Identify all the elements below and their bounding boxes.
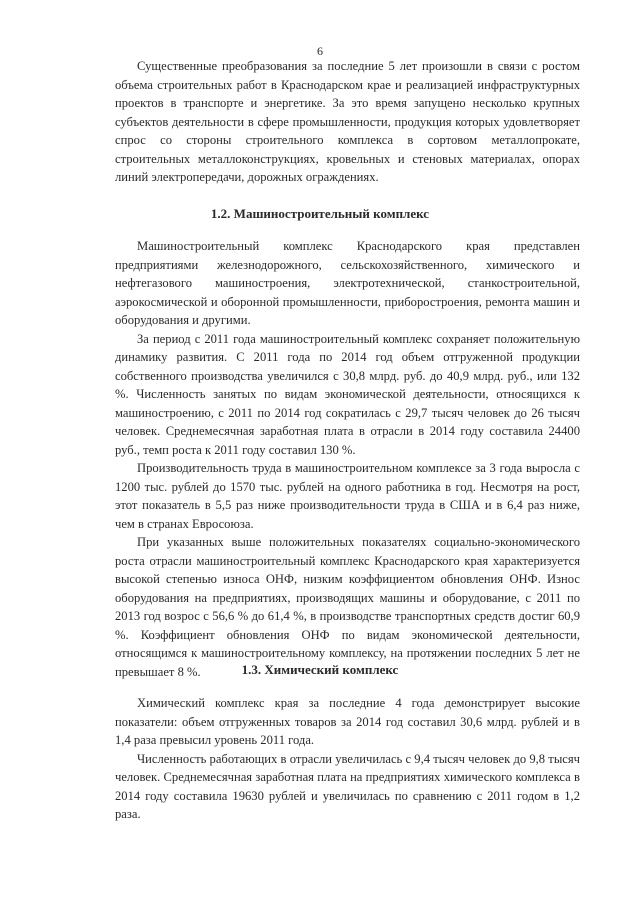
section-1-2-body	[115, 237, 580, 681]
section-1-3-body	[115, 694, 580, 824]
paragraph: Существенные преобразования за последние 5 лет произошли в связи с ростом объема строительных работ в Краснодарском крае и реализацией инфраструктурных проектов в транспорте и энергетике. За это время запущено несколько крупных субъектов деятельности в сфере промышленности, продукция которых удовлетворяет спрос со стороны строительного комплекса в сортовом металлопрокате, строительных металлоконструкциях, кровельных и стеновых материалах, опорах линий электропередачи, дорожных ограждениях.	[115, 59, 580, 184]
paragraph: При указанных выше положительных показателях социально-экономического роста отрасли машиностроительный комплекс Краснодарского края характеризуется высокой степенью износа ОНФ, низким коэффициентом обновления ОНФ. Износ оборудования на предприятиях, производящих машины и оборудование, с 2011 по 2013 год возрос с 56,6 % до 61,4 %, в производстве транспортных средств достиг 60,9 %. Коэффициент обновления ОНФ по видам экономической деятельности, относящимся к машиностроительному комплексу, на протяжении последних 5 лет не превышает 8 %.	[115, 535, 580, 679]
paragraph: Производительность труда в машиностроительном комплексе за 3 года выросла с 1200 тыс. рублей до 1570 тыс. рублей на одного работника в год. Несмотря на рост, этот показатель в 5,5 раз ниже производительности труда в США и в 6,4 раз ниже, чем в странах Евросоюза.	[115, 461, 580, 531]
section-heading-1-3: 1.3. Химический комплекс	[241, 662, 399, 677]
paragraph: За период с 2011 года машиностроительный комплекс сохраняет положительную динамику развития. С 2011 года по 2014 год объем отгруженной продукции собственного производства увеличился с 30,8 млрд. руб. до 40,9 млрд. руб., или 132 %. Численность занятых по видам экономической деятельности, относящихся к машиностроению, с 2011 по 2014 год сократилась с 29,7 тысяч человек до 26 тысяч человек. Среднемесячная заработная плата в отрасли в 2014 году составила 24400 руб., темп роста к 2011 году составил 130 %.	[115, 331, 580, 457]
intro-block	[115, 57, 580, 187]
page-number: 6	[317, 44, 323, 58]
paragraph: Численность работающих в отрасли увеличилась с 9,4 тысяч человек до 9,8 тысяч человек. Среднемесячная заработная плата на предприятиях химического комплекса в 2014 году составила 19630 рублей и увеличилась по сравнению с 2011 годом в 1,2 раза.	[115, 751, 580, 821]
paragraph: Машиностроительный комплекс Краснодарского края представлен предприятиями железнодорожного, сельскохозяйственного, химического и нефтегазового машиностроения, электротехнической, станкостроительной, аэрокосмической и оборонной промышленности, приборостроения, ремонта машин и оборудования и другими.	[115, 239, 580, 327]
section-heading-1-2: 1.2. Машиностроительный комплекс	[210, 206, 430, 221]
paragraph: Химический комплекс края за последние 4 года демонстрирует высокие показатели: объем отгруженных товаров за 2014 год составил 30,6 млрд. рублей и в 1,4 раза превысил уровень 2011 года.	[115, 696, 580, 747]
